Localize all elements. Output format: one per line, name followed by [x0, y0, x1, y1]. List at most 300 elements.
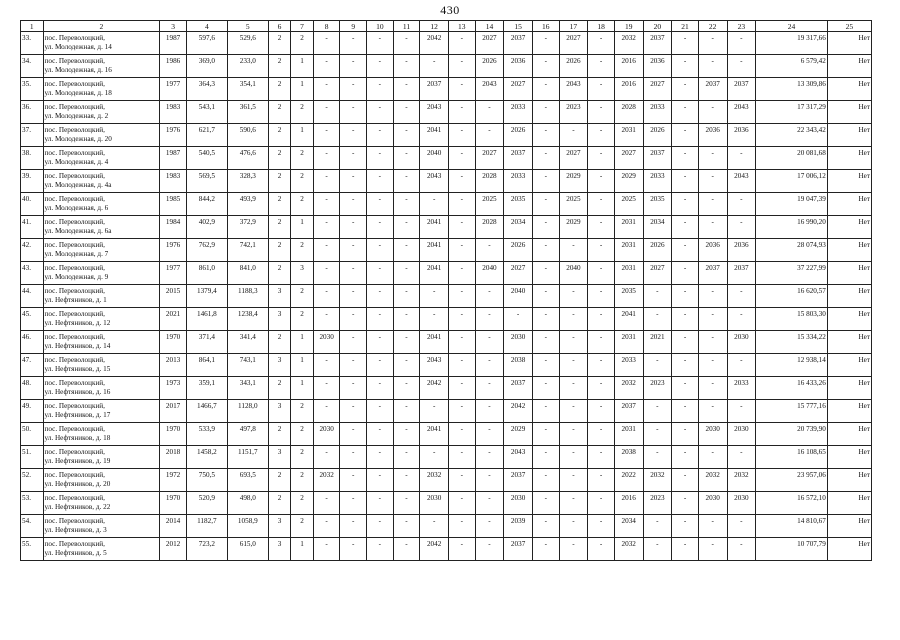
column-header: 8 — [313, 21, 340, 32]
table-cell: 1986 — [160, 55, 187, 78]
table-cell: - — [559, 331, 588, 354]
table-cell: - — [559, 492, 588, 515]
table-cell: - — [588, 515, 615, 538]
row-number: 33. — [21, 32, 44, 55]
table-cell: - — [698, 515, 727, 538]
address-street: ул. Нефтяников, д. 16 — [44, 388, 111, 396]
table-cell: - — [340, 193, 367, 216]
address-cell — [43, 32, 160, 55]
table-cell: 2 — [268, 124, 291, 147]
table-cell: - — [672, 101, 699, 124]
table-cell: - — [532, 170, 559, 193]
table-cell: 2 — [268, 492, 291, 515]
table-cell: - — [448, 193, 475, 216]
address-cell — [43, 170, 160, 193]
table-cell: - — [475, 308, 504, 331]
table-cell: - — [420, 308, 449, 331]
table-cell: 2037 — [698, 262, 727, 285]
column-header: 4 — [186, 21, 227, 32]
table-cell: - — [393, 193, 420, 216]
table-cell: - — [698, 101, 727, 124]
table-cell: - — [367, 285, 394, 308]
table-row — [21, 193, 872, 216]
table-cell: - — [393, 147, 420, 170]
table-cell: 2037 — [643, 147, 672, 170]
table-cell: 343,1 — [227, 377, 268, 400]
table-cell: - — [475, 515, 504, 538]
table-cell: - — [672, 32, 699, 55]
table-cell: 2030 — [727, 331, 756, 354]
table-cell: 2 — [291, 32, 314, 55]
table-row — [21, 170, 872, 193]
table-cell: - — [448, 446, 475, 469]
address-cell — [43, 285, 160, 308]
table-cell: 493,9 — [227, 193, 268, 216]
table-cell: - — [313, 170, 340, 193]
table-cell: - — [393, 285, 420, 308]
table-cell: - — [588, 377, 615, 400]
column-header: 15 — [504, 21, 533, 32]
table-cell: 2028 — [475, 170, 504, 193]
address-settlement: пос. Переволоцкий, — [44, 149, 105, 157]
table-cell: 1970 — [160, 331, 187, 354]
column-header: 16 — [532, 21, 559, 32]
table-row — [21, 446, 872, 469]
flag-cell: Нет — [827, 216, 871, 239]
table-cell: 2043 — [420, 354, 449, 377]
table-cell: - — [393, 515, 420, 538]
table-cell: - — [672, 331, 699, 354]
table-cell: 2043 — [420, 101, 449, 124]
table-row — [21, 423, 872, 446]
table-cell: - — [340, 377, 367, 400]
table-cell: - — [448, 515, 475, 538]
table-cell: - — [340, 492, 367, 515]
address-street: ул. Нефтяников, д. 12 — [44, 319, 111, 327]
table-cell: - — [588, 193, 615, 216]
table-cell: 1970 — [160, 492, 187, 515]
table-cell: - — [559, 124, 588, 147]
table-cell: - — [313, 32, 340, 55]
table-cell: - — [532, 285, 559, 308]
table-cell: 3 — [268, 446, 291, 469]
flag-cell: Нет — [827, 354, 871, 377]
column-header: 22 — [698, 21, 727, 32]
table-cell: - — [588, 239, 615, 262]
table-cell: 2026 — [504, 239, 533, 262]
table-cell: - — [340, 262, 367, 285]
table-cell: - — [420, 55, 449, 78]
table-cell: 2 — [291, 469, 314, 492]
table-cell: - — [532, 239, 559, 262]
table-cell: - — [340, 515, 367, 538]
table-cell: - — [672, 78, 699, 101]
table-cell: 1983 — [160, 101, 187, 124]
row-number: 43. — [21, 262, 44, 285]
address-cell — [43, 216, 160, 239]
table-cell: 2 — [268, 262, 291, 285]
table-cell: 2021 — [643, 331, 672, 354]
table-cell: - — [588, 354, 615, 377]
table-cell: 1 — [291, 354, 314, 377]
table-cell: - — [727, 515, 756, 538]
table-cell: - — [393, 55, 420, 78]
table-cell: - — [588, 124, 615, 147]
table-cell: 529,6 — [227, 32, 268, 55]
table-cell: 2042 — [420, 538, 449, 561]
table-cell: 723,2 — [186, 538, 227, 561]
table-cell: - — [672, 538, 699, 561]
column-header: 10 — [367, 21, 394, 32]
cost-cell: 19 317,66 — [756, 32, 828, 55]
table-row — [21, 262, 872, 285]
table-cell: 2023 — [643, 492, 672, 515]
table-cell: - — [393, 32, 420, 55]
table-cell: 2035 — [504, 193, 533, 216]
table-cell: 2042 — [420, 377, 449, 400]
table-cell: - — [313, 147, 340, 170]
address-settlement: пос. Переволоцкий, — [44, 402, 105, 410]
cost-cell: 23 957,06 — [756, 469, 828, 492]
table-cell: - — [475, 285, 504, 308]
table-cell: - — [393, 354, 420, 377]
table-cell: - — [393, 538, 420, 561]
address-settlement: пос. Переволоцкий, — [44, 103, 105, 111]
table-cell: 743,1 — [227, 354, 268, 377]
table-cell: 2 — [291, 285, 314, 308]
table-cell: 2016 — [614, 55, 643, 78]
table-cell: - — [393, 377, 420, 400]
table-cell: - — [313, 446, 340, 469]
table-cell: 2027 — [504, 78, 533, 101]
address-settlement: пос. Переволоцкий, — [44, 126, 105, 134]
cost-cell: 16 990,20 — [756, 216, 828, 239]
table-cell: - — [448, 239, 475, 262]
column-header: 18 — [588, 21, 615, 32]
address-street: ул. Нефтяников, д. 3 — [44, 526, 107, 534]
address-cell — [43, 308, 160, 331]
table-cell: - — [367, 308, 394, 331]
table-cell: - — [313, 400, 340, 423]
table-cell: - — [448, 285, 475, 308]
table-cell: - — [393, 170, 420, 193]
address-street: ул. Молодежная, д. 6а — [44, 227, 112, 235]
table-cell: - — [475, 538, 504, 561]
table-cell: - — [532, 469, 559, 492]
table-cell: 2030 — [727, 492, 756, 515]
table-cell: - — [727, 308, 756, 331]
table-cell: 2 — [291, 170, 314, 193]
table-cell: 2036 — [727, 239, 756, 262]
cost-cell: 15 803,30 — [756, 308, 828, 331]
housing-register-table — [20, 20, 872, 561]
row-number: 51. — [21, 446, 44, 469]
table-cell: 361,5 — [227, 101, 268, 124]
table-cell: 372,9 — [227, 216, 268, 239]
table-cell: - — [532, 308, 559, 331]
table-cell: - — [313, 262, 340, 285]
address-settlement: пос. Переволоцкий, — [44, 356, 105, 364]
table-cell: 2 — [268, 101, 291, 124]
table-cell: - — [448, 124, 475, 147]
table-cell: - — [643, 446, 672, 469]
table-cell: 2036 — [643, 55, 672, 78]
table-cell: - — [727, 354, 756, 377]
row-number: 47. — [21, 354, 44, 377]
table-cell: 2043 — [504, 446, 533, 469]
cost-cell: 16 572,10 — [756, 492, 828, 515]
table-cell: - — [643, 538, 672, 561]
table-cell: - — [367, 377, 394, 400]
table-cell: 1128,0 — [227, 400, 268, 423]
address-settlement: пос. Переволоцкий, — [44, 80, 105, 88]
table-cell: - — [475, 331, 504, 354]
table-cell: 2026 — [504, 124, 533, 147]
row-number: 36. — [21, 101, 44, 124]
table-cell: - — [698, 331, 727, 354]
table-cell: - — [559, 446, 588, 469]
table-cell: - — [420, 400, 449, 423]
table-cell: - — [588, 147, 615, 170]
table-cell: 750,5 — [186, 469, 227, 492]
table-cell: 1466,7 — [186, 400, 227, 423]
table-cell: 2029 — [504, 423, 533, 446]
table-cell: - — [340, 124, 367, 147]
table-cell: - — [313, 55, 340, 78]
table-cell: - — [448, 55, 475, 78]
table-cell: 2027 — [475, 147, 504, 170]
table-cell: 2 — [268, 32, 291, 55]
table-cell: - — [698, 285, 727, 308]
table-cell: 2030 — [504, 331, 533, 354]
table-cell: 2033 — [614, 354, 643, 377]
table-cell: - — [672, 423, 699, 446]
table-cell: - — [532, 124, 559, 147]
table-cell: 2042 — [420, 32, 449, 55]
table-cell: 2031 — [614, 331, 643, 354]
table-cell: - — [367, 538, 394, 561]
table-cell: - — [393, 423, 420, 446]
table-cell: 328,3 — [227, 170, 268, 193]
table-cell: 1 — [291, 216, 314, 239]
table-cell: 2012 — [160, 538, 187, 561]
flag-cell: Нет — [827, 469, 871, 492]
table-cell: - — [588, 78, 615, 101]
address-settlement: пос. Переволоцкий, — [44, 333, 105, 341]
table-cell: - — [532, 101, 559, 124]
table-cell: - — [588, 308, 615, 331]
table-cell: - — [475, 239, 504, 262]
table-cell: 2031 — [614, 262, 643, 285]
table-cell: 2030 — [698, 492, 727, 515]
table-cell: 2030 — [420, 492, 449, 515]
table-cell: 1238,4 — [227, 308, 268, 331]
table-cell: - — [448, 170, 475, 193]
table-cell: 364,3 — [186, 78, 227, 101]
table-cell: 1379,4 — [186, 285, 227, 308]
cost-cell: 20 739,90 — [756, 423, 828, 446]
table-cell: - — [532, 354, 559, 377]
table-cell: - — [340, 354, 367, 377]
table-cell: - — [672, 55, 699, 78]
table-cell: - — [367, 239, 394, 262]
address-cell — [43, 78, 160, 101]
table-cell: - — [532, 147, 559, 170]
column-header: 25 — [827, 21, 871, 32]
table-cell: 2037 — [727, 78, 756, 101]
table-cell: 2043 — [727, 101, 756, 124]
table-cell: 2041 — [420, 239, 449, 262]
table-cell: 569,5 — [186, 170, 227, 193]
table-cell: 3 — [268, 354, 291, 377]
row-number: 53. — [21, 492, 44, 515]
row-number: 44. — [21, 285, 44, 308]
table-cell: - — [367, 492, 394, 515]
flag-cell: Нет — [827, 515, 871, 538]
table-cell: - — [313, 193, 340, 216]
table-cell: 2032 — [614, 32, 643, 55]
table-cell: 2 — [268, 239, 291, 262]
table-cell: 2038 — [614, 446, 643, 469]
flag-cell: Нет — [827, 262, 871, 285]
table-cell: - — [367, 193, 394, 216]
table-cell: - — [504, 308, 533, 331]
table-cell: 2 — [291, 239, 314, 262]
table-cell: - — [643, 308, 672, 331]
table-cell: - — [698, 147, 727, 170]
column-header: 19 — [614, 21, 643, 32]
table-cell: - — [532, 262, 559, 285]
table-cell: - — [643, 515, 672, 538]
address-street: ул. Нефтяников, д. 19 — [44, 457, 111, 465]
column-header: 17 — [559, 21, 588, 32]
flag-cell: Нет — [827, 377, 871, 400]
table-cell: - — [727, 400, 756, 423]
table-cell: 2040 — [504, 285, 533, 308]
flag-cell: Нет — [827, 147, 871, 170]
table-cell: 2029 — [614, 170, 643, 193]
table-cell: - — [559, 239, 588, 262]
table-cell: 2036 — [504, 55, 533, 78]
table-cell: - — [672, 147, 699, 170]
table-cell: - — [532, 492, 559, 515]
table-cell: 2040 — [475, 262, 504, 285]
table-cell: 2036 — [727, 124, 756, 147]
table-cell: - — [340, 147, 367, 170]
table-cell: - — [475, 124, 504, 147]
table-cell: 2028 — [614, 101, 643, 124]
table-cell: 2026 — [643, 239, 672, 262]
table-body — [21, 32, 872, 561]
flag-cell: Нет — [827, 308, 871, 331]
table-cell: - — [448, 32, 475, 55]
table-cell: - — [340, 285, 367, 308]
table-cell: 540,5 — [186, 147, 227, 170]
table-cell: - — [367, 55, 394, 78]
table-cell: 2034 — [614, 515, 643, 538]
table-cell: 2037 — [504, 538, 533, 561]
table-cell: - — [727, 216, 756, 239]
table-cell: - — [559, 538, 588, 561]
table-cell: - — [532, 446, 559, 469]
table-cell: 2043 — [559, 78, 588, 101]
table-cell: - — [367, 170, 394, 193]
table-cell: 2043 — [420, 170, 449, 193]
table-cell: - — [448, 331, 475, 354]
table-cell: - — [340, 538, 367, 561]
table-cell: - — [698, 55, 727, 78]
table-cell: - — [393, 331, 420, 354]
address-settlement: пос. Переволоцкий, — [44, 172, 105, 180]
table-cell: - — [313, 239, 340, 262]
table-cell: 2033 — [504, 101, 533, 124]
table-cell: 2032 — [614, 377, 643, 400]
table-row — [21, 32, 872, 55]
address-street: ул. Молодежная, д. 4а — [44, 181, 112, 189]
address-street: ул. Нефтяников, д. 17 — [44, 411, 111, 419]
table-cell: 2 — [291, 446, 314, 469]
table-cell: 2029 — [559, 216, 588, 239]
table-row — [21, 515, 872, 538]
row-number: 46. — [21, 331, 44, 354]
flag-cell: Нет — [827, 400, 871, 423]
table-cell: - — [420, 446, 449, 469]
table-cell: - — [340, 400, 367, 423]
table-cell: 1983 — [160, 170, 187, 193]
table-cell: 1 — [291, 55, 314, 78]
table-cell: 2030 — [727, 423, 756, 446]
address-cell — [43, 354, 160, 377]
address-street: ул. Нефтяников, д. 14 — [44, 342, 111, 350]
cost-cell: 16 433,26 — [756, 377, 828, 400]
table-cell: - — [393, 400, 420, 423]
table-cell: - — [588, 469, 615, 492]
table-row — [21, 308, 872, 331]
flag-cell: Нет — [827, 170, 871, 193]
table-cell: - — [588, 446, 615, 469]
table-cell: 1182,7 — [186, 515, 227, 538]
table-cell: 2030 — [698, 423, 727, 446]
column-header: 1 — [21, 21, 44, 32]
table-cell: - — [448, 147, 475, 170]
table-cell: - — [367, 32, 394, 55]
table-cell: 2 — [268, 193, 291, 216]
table-row — [21, 354, 872, 377]
address-settlement: пос. Переволоцкий, — [44, 379, 105, 387]
address-street: ул. Молодежная, д. 7 — [44, 250, 109, 258]
table-cell: - — [393, 124, 420, 147]
table-cell: 2037 — [504, 377, 533, 400]
table-cell: - — [727, 285, 756, 308]
table-cell: - — [672, 193, 699, 216]
table-cell: - — [448, 538, 475, 561]
table-cell: 341,4 — [227, 331, 268, 354]
column-header: 20 — [643, 21, 672, 32]
table-cell: 476,6 — [227, 147, 268, 170]
address-settlement: пос. Переволоцкий, — [44, 57, 105, 65]
table-cell: 2028 — [475, 216, 504, 239]
table-cell: - — [340, 331, 367, 354]
table-row — [21, 216, 872, 239]
table-cell: 1976 — [160, 239, 187, 262]
table-cell: - — [475, 492, 504, 515]
flag-cell: Нет — [827, 101, 871, 124]
table-cell: 2037 — [643, 32, 672, 55]
table-cell: - — [313, 538, 340, 561]
table-cell: 2 — [291, 423, 314, 446]
cost-cell: 14 810,67 — [756, 515, 828, 538]
row-number: 45. — [21, 308, 44, 331]
